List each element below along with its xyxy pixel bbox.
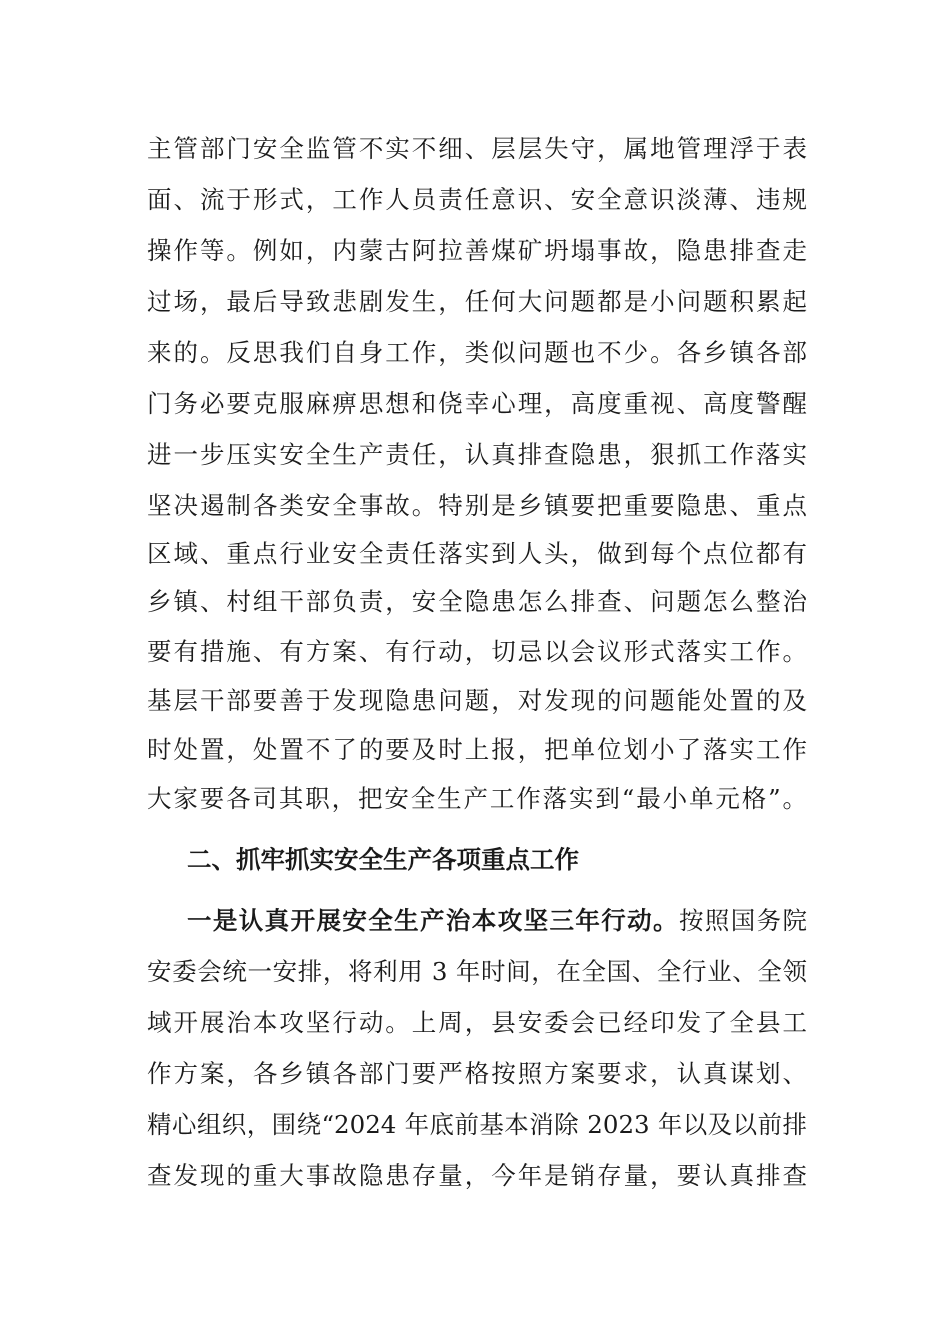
section-heading: 二、抓牢抓实安全生产各项重点工作 xyxy=(187,845,579,874)
paragraph-2-line-5: 精心组织，围绕“2024 年底前基本消除 2023 年以及以前排 xyxy=(147,1110,807,1139)
paragraph-1-line-13: 时处置，处置不了的要及时上报，把单位划小了落实工作 xyxy=(147,735,807,764)
paragraph-1-line-11: 要有措施、有方案、有行动，切忌以会议形式落实工作。 xyxy=(147,637,807,666)
paragraph-1-line-12: 基层干部要善于发现隐患问题，对发现的问题能处置的及 xyxy=(147,686,807,715)
paragraph-1-line-10: 乡镇、村组干部负责，安全隐患怎么排查、问题怎么整治 xyxy=(147,587,807,616)
paragraph-1-line-3: 操作等。例如，内蒙古阿拉善煤矿坍塌事故，隐患排查走 xyxy=(147,236,807,265)
paragraph-1-line-4: 过场，最后导致悲剧发生，任何大问题都是小问题积累起 xyxy=(147,287,807,316)
paragraph-1-line-7: 进一步压实安全生产责任，认真排查隐患，狠抓工作落实 xyxy=(147,440,807,469)
paragraph-2-line-6: 查发现的重大事故隐患存量，今年是销存量，要认真排查 xyxy=(147,1161,807,1190)
paragraph-2-line-3: 域开展治本攻坚行动。上周，县安委会已经印发了全县工 xyxy=(147,1008,807,1037)
paragraph-1-line-6: 门务必要克服麻痹思想和侥幸心理，高度重视、高度警醒 xyxy=(147,389,807,418)
paragraph-1-line-2: 面、流于形式，工作人员责任意识、安全意识淡薄、违规 xyxy=(147,185,807,214)
paragraph-1-line-14: 大家要各司其职，把安全生产工作落实到“最小单元格”。 xyxy=(147,784,807,813)
paragraph-2-line-2: 安委会统一安排，将利用 3 年时间，在全国、全行业、全领 xyxy=(147,957,807,986)
paragraph-1-line-1: 主管部门安全监管不实不细、层层失守，属地管理浮于表 xyxy=(147,134,807,163)
paragraph-2-lead-bold: 一是认真开展安全生产治本攻坚三年行动。 xyxy=(187,906,679,935)
paragraph-1-line-5: 来的。反思我们自身工作，类似问题也不少。各乡镇各部 xyxy=(147,338,807,367)
paragraph-1-line-9: 区域、重点行业安全责任落实到人头，做到每个点位都有 xyxy=(147,539,807,568)
paragraph-2-line-1 xyxy=(187,901,807,941)
paragraph-2-line-4: 作方案，各乡镇各部门要严格按照方案要求，认真谋划、 xyxy=(147,1059,807,1088)
paragraph-1-line-8: 坚决遏制各类安全事故。特别是乡镇要把重要隐患、重点 xyxy=(147,491,807,520)
paragraph-2-lead-rest: 按照国务院 xyxy=(678,906,808,935)
